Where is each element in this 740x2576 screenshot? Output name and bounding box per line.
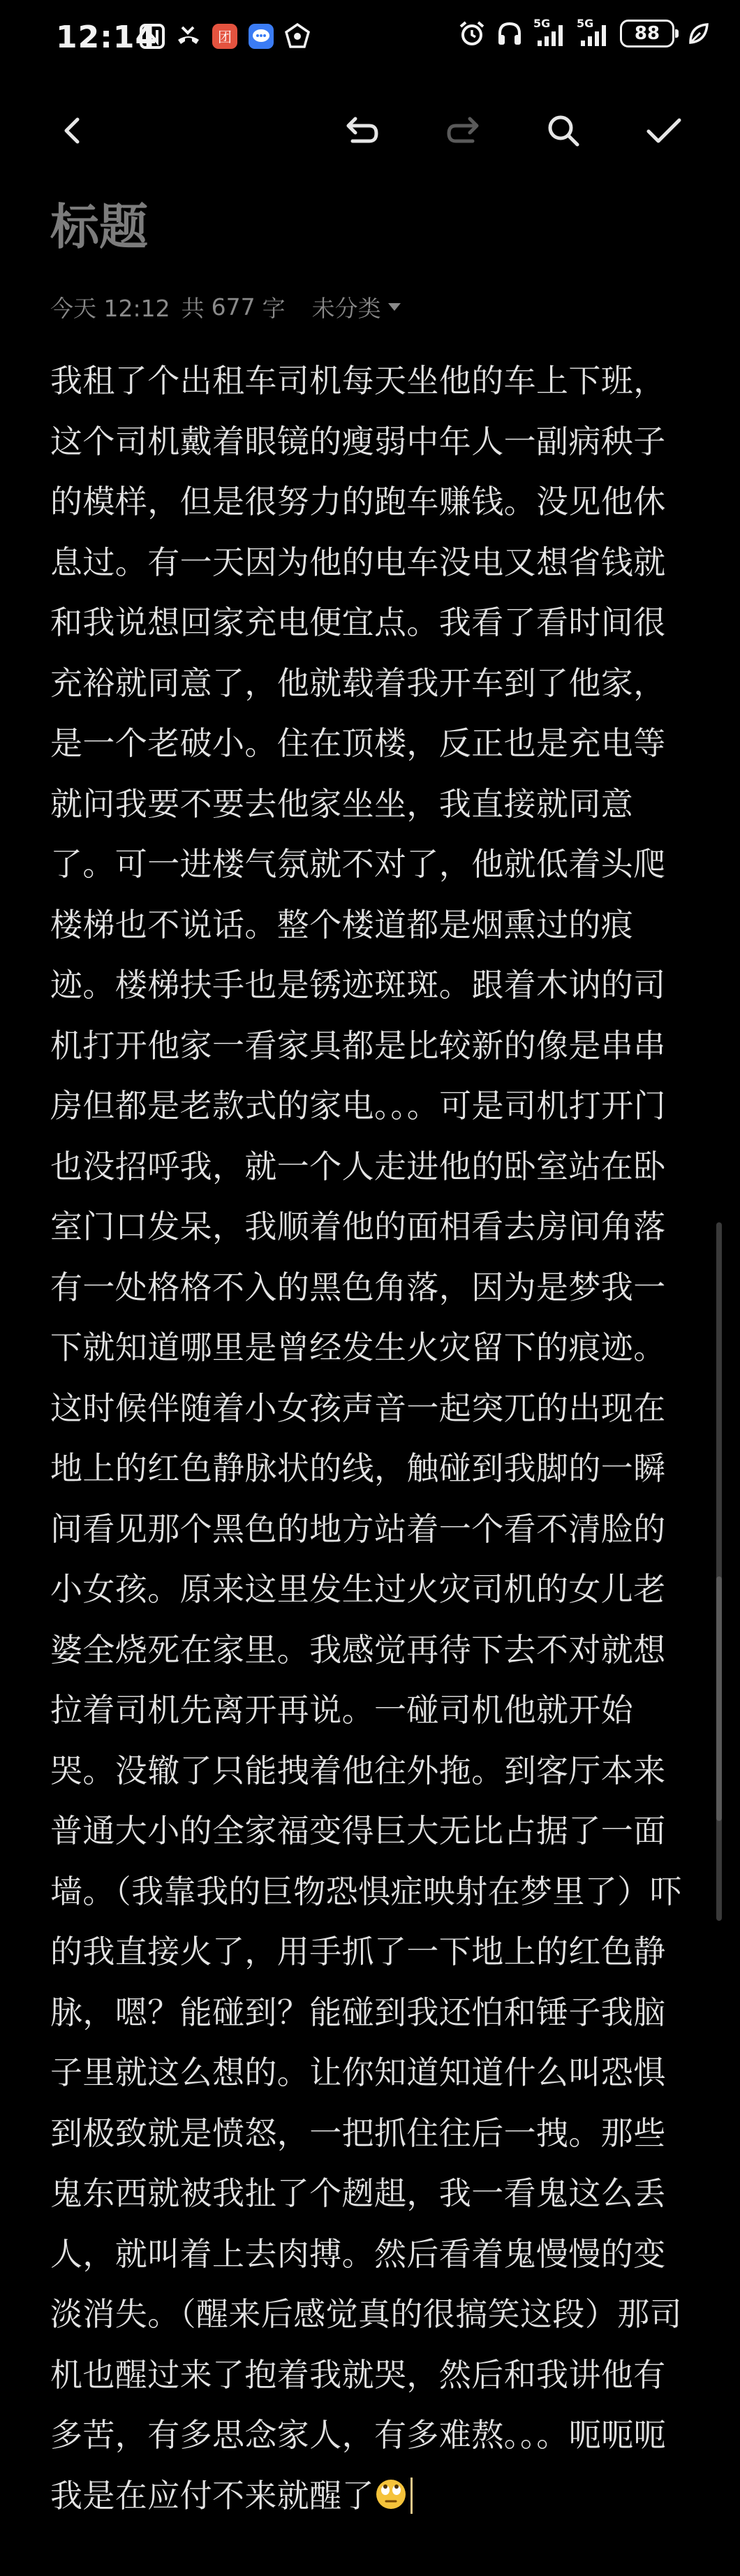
word-count-prefix: 共 [181, 295, 205, 322]
svg-text:团: 团 [218, 29, 232, 45]
leaf-icon [684, 20, 712, 47]
notification-icons [138, 22, 311, 50]
battery-icon [620, 20, 674, 47]
status-time: 12:14 [56, 20, 158, 55]
scrollbar[interactable] [716, 1222, 722, 1921]
undo-icon[interactable] [338, 106, 387, 155]
signal-label: 5G [577, 17, 594, 30]
system-icons [458, 17, 712, 47]
note-date: 今天 12:12 [50, 295, 170, 322]
scrollbar-thumb[interactable] [716, 1576, 722, 1821]
check-icon[interactable] [639, 106, 688, 155]
category-selector[interactable]: 未分类 [311, 295, 381, 322]
status-bar [0, 0, 740, 77]
signal-icon [533, 17, 567, 47]
app-notification-icon [211, 22, 239, 50]
back-icon[interactable] [49, 106, 98, 155]
editor-toolbar [0, 91, 740, 168]
text-cursor [410, 2478, 413, 2514]
nfc-icon [138, 22, 166, 50]
note-title[interactable]: 标题 [50, 198, 148, 256]
redo-icon[interactable] [438, 106, 487, 155]
signal-label: 5G [533, 17, 551, 30]
note-body-text: 我租了个出租车司机每天坐他的车上下班，这个司机戴着眼镜的瘦弱中年人一副病秧子的模样，但是很努力的跑车赚钱。没见他休息过。有一天因为他的电车没电又想省钱就和我说想回家充电便宜点。我看了看时间很充裕就同意了，他就载着我开车到了他家，是一个老破小。住在顶楼，反正也是充电等就问我要不要去他家坐坐，我直接就同意了。可一进楼气氛就不对了，他就低着头爬楼梯也不说话。整个楼道都是烟熏过的痕迹。楼梯扶手也是锈迹斑斑。跟着木讷的司机打开他家一看家具都是比较新的像是串串房但都是老款式的家电。。。可是司机打开门也没招呼我，就一个人走进他的卧室站在卧室门口发呆，我顺着他的面相看去房间角落有一处格格不入的黑色角落，因为是梦我一下就知道哪里是曾经发生火灾留下的痕迹。这时候伴随着小女孩声音一起突兀的出现在地上的红色静脉状的线，触碰到我脚的一瞬间看见那个黑色的地方站着一个看不清脸的小女孩。原来这里发生过火灾司机的女儿老婆全烧死在家里。我感觉再待下去不对就想拉着司机先离开再说。一碰司机他就开始哭。没辙了只能拽着他往外拖。到客厅本来普通大小的全家福变得巨大无比占据了一面墙。（我靠我的巨物恐惧症映射在梦里了）吓的我直接火了，用手抓了一下地上的红色静脉，嗯？能碰到？能碰到我还怕和锤子我脑子里就这么想的。让你知道知道什么叫恐惧到极致就是愤怒，一把抓住往后一拽。那些鬼东西就被我扯了个趔趄，我一看鬼这么丢人，就叫着上去肉搏。然后看着鬼慢慢的变淡消失。（醒来后感觉真的很搞笑这段）那司机也醒过来了抱着我就哭，然后和我讲他有多苦，有多思念家人，有多难熬。。。呃呃呃我是在应付不来就醒了 [50, 362, 682, 2515]
chevron-down-icon[interactable] [388, 303, 401, 311]
note-body[interactable] [50, 351, 693, 2526]
note-meta [50, 291, 401, 323]
signal-icon [577, 17, 610, 47]
word-count: 677 [211, 293, 256, 321]
missed-call-icon [175, 22, 202, 50]
word-count-unit: 字 [262, 295, 286, 322]
shield-app-icon [283, 22, 311, 50]
headphones-icon [496, 20, 524, 47]
message-icon [247, 22, 275, 50]
search-icon[interactable] [539, 106, 588, 155]
rolling-eyes-emoji [374, 2470, 408, 2503]
alarm-icon [458, 20, 486, 47]
battery-level: 88 [634, 23, 660, 44]
